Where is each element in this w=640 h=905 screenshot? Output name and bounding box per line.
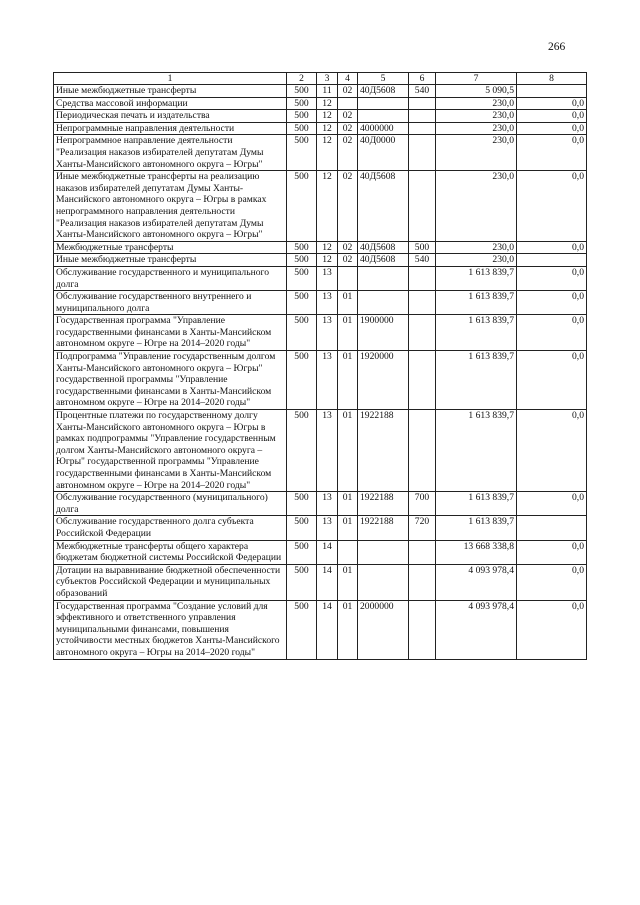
subsection-cell: 01: [338, 516, 358, 540]
federal-amount-cell: 0,0: [517, 266, 587, 290]
row-name-cell: Обслуживание государственного внутреннего и муниципального долга: [54, 291, 287, 315]
table-row: [54, 492, 587, 516]
row-name-cell: Средства массовой информации: [54, 97, 287, 110]
column-header: 1: [54, 73, 287, 85]
target-item-cell: [358, 266, 409, 290]
admin-code-cell: 500: [287, 492, 317, 516]
section-cell: 12: [317, 97, 338, 110]
table-row: [54, 351, 587, 410]
subsection-cell: 01: [338, 492, 358, 516]
target-item-cell: 1920000: [358, 351, 409, 410]
amount-cell: 1 613 839,7: [436, 516, 517, 540]
column-header: 5: [358, 73, 409, 85]
admin-code-cell: 500: [287, 97, 317, 110]
row-name-cell: Подпрограмма "Управление государственным долгом Ханты-Мансийского автономного округа – Югры" государственной программы "Управление государственными финансами в Ханты-Мансийском автономном округе – Югре на 2014–2020 годы": [54, 351, 287, 410]
target-item-cell: 40Д5608: [358, 85, 409, 98]
admin-code-cell: 500: [287, 315, 317, 351]
target-item-cell: 40Д5608: [358, 241, 409, 254]
table-row: [54, 122, 587, 135]
target-item-cell: 1900000: [358, 315, 409, 351]
table-row: [54, 241, 587, 254]
subsection-cell: 02: [338, 122, 358, 135]
row-name-cell: Процентные платежи по государственному долгу Ханты-Мансийского автономного округа – Югры в рамках подпрограммы "Управление государственным долгом Ханты-Мансийского автономного округа – Югры" государственной программы "Управление государственными финансами в Ханты-Мансийском автономном округе – Югре на 2014–2020 годы": [54, 410, 287, 492]
column-header: 2: [287, 73, 317, 85]
row-name-cell: Непрограммное направление деятельности "Реализация наказов избирателей депутатам Думы Ханты-Мансийского автономного округа – Югры": [54, 135, 287, 171]
amount-cell: 230,0: [436, 110, 517, 123]
table-row: [54, 516, 587, 540]
expense-type-cell: [409, 171, 436, 242]
federal-amount-cell: 0,0: [517, 110, 587, 123]
federal-amount-cell: 0,0: [517, 410, 587, 492]
expense-type-cell: [409, 110, 436, 123]
federal-amount-cell: 0,0: [517, 600, 587, 659]
target-item-cell: [358, 110, 409, 123]
section-cell: 13: [317, 315, 338, 351]
amount-cell: 4 093 978,4: [436, 564, 517, 600]
subsection-cell: 01: [338, 564, 358, 600]
admin-code-cell: 500: [287, 516, 317, 540]
budget-table: [53, 72, 587, 660]
expense-type-cell: [409, 266, 436, 290]
amount-cell: 1 613 839,7: [436, 291, 517, 315]
row-name-cell: Государственная программа "Создание условий для эффективного и ответственного управления муниципальными финансами, повышения устойчивости местных бюджетов Ханты-Мансийского автономного округа – Югры на 2014–2020 годы": [54, 600, 287, 659]
expense-type-cell: [409, 315, 436, 351]
table-row: [54, 135, 587, 171]
subsection-cell: 02: [338, 171, 358, 242]
federal-amount-cell: 0,0: [517, 315, 587, 351]
row-name-cell: Межбюджетные трансферты общего характера бюджетам бюджетной системы Российской Федерации: [54, 540, 287, 564]
table-row: [54, 291, 587, 315]
federal-amount-cell: 0,0: [517, 291, 587, 315]
page-number: 266: [548, 41, 566, 53]
section-cell: 13: [317, 492, 338, 516]
admin-code-cell: 500: [287, 122, 317, 135]
row-name-cell: Обслуживание государственного долга субъекта Российской Федерации: [54, 516, 287, 540]
table-row: [54, 266, 587, 290]
amount-cell: 230,0: [436, 122, 517, 135]
federal-amount-cell: 0,0: [517, 540, 587, 564]
target-item-cell: 1922188: [358, 492, 409, 516]
subsection-cell: 02: [338, 254, 358, 267]
amount-cell: 230,0: [436, 171, 517, 242]
federal-amount-cell: 0,0: [517, 122, 587, 135]
target-item-cell: 2000000: [358, 600, 409, 659]
subsection-cell: 01: [338, 600, 358, 659]
subsection-cell: [338, 97, 358, 110]
row-name-cell: Межбюджетные трансферты: [54, 241, 287, 254]
expense-type-cell: 500: [409, 241, 436, 254]
expense-type-cell: [409, 600, 436, 659]
header-row: [54, 73, 587, 85]
amount-cell: 230,0: [436, 97, 517, 110]
column-header: 8: [517, 73, 587, 85]
admin-code-cell: 500: [287, 110, 317, 123]
section-cell: 12: [317, 254, 338, 267]
subsection-cell: 01: [338, 315, 358, 351]
row-name-cell: Государственная программа "Управление государственными финансами в Ханты-Мансийском автономном округе – Югре на 2014–2020 годы": [54, 315, 287, 351]
amount-cell: 13 668 338,8: [436, 540, 517, 564]
section-cell: 12: [317, 241, 338, 254]
admin-code-cell: 500: [287, 266, 317, 290]
expense-type-cell: 540: [409, 254, 436, 267]
subsection-cell: [338, 540, 358, 564]
amount-cell: 230,0: [436, 135, 517, 171]
admin-code-cell: 500: [287, 135, 317, 171]
table-row: [54, 410, 587, 492]
subsection-cell: [338, 266, 358, 290]
subsection-cell: 01: [338, 410, 358, 492]
target-item-cell: 1922188: [358, 516, 409, 540]
section-cell: 12: [317, 110, 338, 123]
target-item-cell: 4000000: [358, 122, 409, 135]
amount-cell: 1 613 839,7: [436, 351, 517, 410]
admin-code-cell: 500: [287, 540, 317, 564]
subsection-cell: 02: [338, 241, 358, 254]
subsection-cell: 02: [338, 85, 358, 98]
amount-cell: 1 613 839,7: [436, 410, 517, 492]
section-cell: 12: [317, 122, 338, 135]
section-cell: 13: [317, 351, 338, 410]
admin-code-cell: 500: [287, 564, 317, 600]
admin-code-cell: 500: [287, 600, 317, 659]
federal-amount-cell: [517, 516, 587, 540]
expense-type-cell: [409, 540, 436, 564]
federal-amount-cell: [517, 254, 587, 267]
column-header: 4: [338, 73, 358, 85]
target-item-cell: [358, 564, 409, 600]
amount-cell: 1 613 839,7: [436, 315, 517, 351]
table-row: [54, 600, 587, 659]
target-item-cell: [358, 97, 409, 110]
section-cell: 14: [317, 540, 338, 564]
table-row: [54, 97, 587, 110]
expense-type-cell: [409, 135, 436, 171]
expense-type-cell: [409, 122, 436, 135]
federal-amount-cell: 0,0: [517, 171, 587, 242]
section-cell: 14: [317, 600, 338, 659]
row-name-cell: Периодическая печать и издательства: [54, 110, 287, 123]
row-name-cell: Иные межбюджетные трансферты: [54, 85, 287, 98]
section-cell: 11: [317, 85, 338, 98]
table-row: [54, 85, 587, 98]
expense-type-cell: 540: [409, 85, 436, 98]
column-header: 6: [409, 73, 436, 85]
row-name-cell: Дотации на выравнивание бюджетной обеспеченности субъектов Российской Федерации и муниципальных образований: [54, 564, 287, 600]
admin-code-cell: 500: [287, 241, 317, 254]
admin-code-cell: 500: [287, 85, 317, 98]
federal-amount-cell: 0,0: [517, 135, 587, 171]
admin-code-cell: 500: [287, 410, 317, 492]
section-cell: 12: [317, 135, 338, 171]
table-row: [54, 110, 587, 123]
amount-cell: 230,0: [436, 241, 517, 254]
amount-cell: 5 090,5: [436, 85, 517, 98]
admin-code-cell: 500: [287, 254, 317, 267]
column-header: 3: [317, 73, 338, 85]
amount-cell: 230,0: [436, 254, 517, 267]
expense-type-cell: [409, 564, 436, 600]
amount-cell: 1 613 839,7: [436, 266, 517, 290]
target-item-cell: [358, 291, 409, 315]
subsection-cell: 02: [338, 135, 358, 171]
column-header: 7: [436, 73, 517, 85]
amount-cell: 1 613 839,7: [436, 492, 517, 516]
table-row: [54, 564, 587, 600]
admin-code-cell: 500: [287, 171, 317, 242]
target-item-cell: 40Д5608: [358, 254, 409, 267]
target-item-cell: 1922188: [358, 410, 409, 492]
target-item-cell: 40Д5608: [358, 171, 409, 242]
subsection-cell: 01: [338, 291, 358, 315]
section-cell: 13: [317, 410, 338, 492]
amount-cell: 4 093 978,4: [436, 600, 517, 659]
row-name-cell: Иные межбюджетные трансферты: [54, 254, 287, 267]
expense-type-cell: 720: [409, 516, 436, 540]
expense-type-cell: [409, 351, 436, 410]
section-cell: 13: [317, 266, 338, 290]
subsection-cell: 01: [338, 351, 358, 410]
target-item-cell: [358, 540, 409, 564]
section-cell: 14: [317, 564, 338, 600]
expense-type-cell: 700: [409, 492, 436, 516]
row-name-cell: Обслуживание государственного и муниципального долга: [54, 266, 287, 290]
federal-amount-cell: 0,0: [517, 97, 587, 110]
expense-type-cell: [409, 410, 436, 492]
admin-code-cell: 500: [287, 351, 317, 410]
table-row: [54, 171, 587, 242]
table-row: [54, 540, 587, 564]
federal-amount-cell: [517, 85, 587, 98]
target-item-cell: 40Д0000: [358, 135, 409, 171]
federal-amount-cell: 0,0: [517, 492, 587, 516]
federal-amount-cell: 0,0: [517, 564, 587, 600]
table-row: [54, 254, 587, 267]
admin-code-cell: 500: [287, 291, 317, 315]
row-name-cell: Обслуживание государственного (муниципального) долга: [54, 492, 287, 516]
section-cell: 13: [317, 291, 338, 315]
subsection-cell: 02: [338, 110, 358, 123]
federal-amount-cell: 0,0: [517, 241, 587, 254]
section-cell: 13: [317, 516, 338, 540]
row-name-cell: Иные межбюджетные трансферты на реализацию наказов избирателей депутатам Думы Ханты-Мансийского автономного округа – Югры в рамках непрограммного направления деятельности "Реализация наказов избирателей депутатам Думы Ханты-Мансийского автономного округа – Югры": [54, 171, 287, 242]
section-cell: 12: [317, 171, 338, 242]
expense-type-cell: [409, 97, 436, 110]
row-name-cell: Непрограммные направления деятельности: [54, 122, 287, 135]
table-row: [54, 315, 587, 351]
expense-type-cell: [409, 291, 436, 315]
federal-amount-cell: 0,0: [517, 351, 587, 410]
